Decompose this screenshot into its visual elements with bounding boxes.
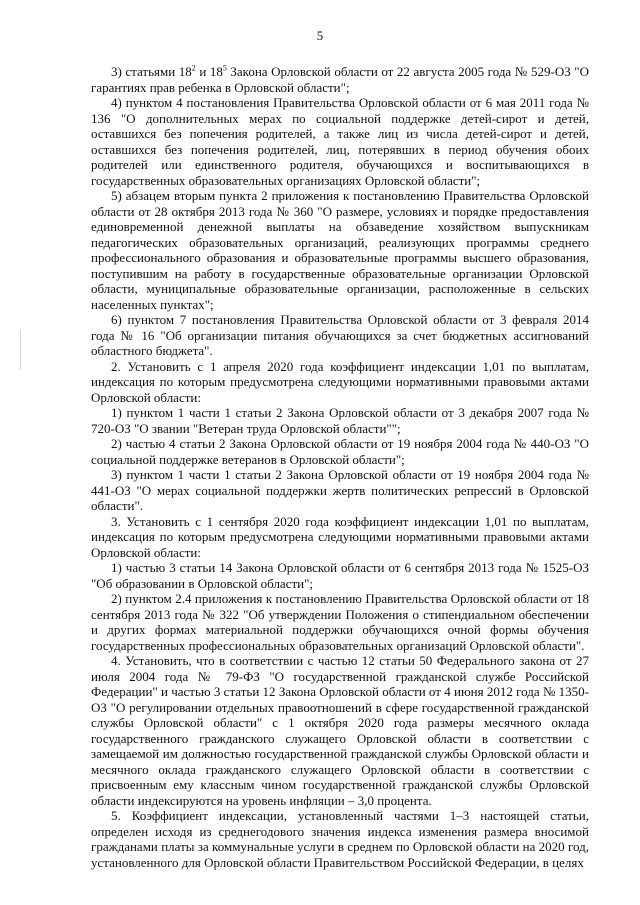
paragraph-1-text-a: 3) статьями 18: [111, 64, 192, 79]
paragraph-1-text-c: Закона Орловской области от 22 августа 2005 года № 529-ОЗ "О гарантиях прав ребенка в Орловской области";: [91, 64, 589, 95]
paragraph-7: 2) частью 4 статьи 2 Закона Орловской области от 19 ноября 2004 года № 440-ОЗ "О социальной поддержке ветеранов в Орловской области";: [91, 436, 589, 467]
paragraph-8: 3) пунктом 1 части 1 статьи 2 Закона Орловской области от 19 ноября 2004 года № 441-ОЗ "О мерах социальной поддержки жертв политических репрессий в Орловской области".: [91, 467, 589, 513]
paragraph-10: 1) частью 3 статьи 14 Закона Орловской области от 6 сентября 2013 года № 1525-ОЗ "Об образовании в Орловской области";: [91, 560, 589, 591]
paragraph-1: [91, 64, 589, 95]
paragraph-6: 1) пунктом 1 части 1 статьи 2 Закона Орловской области от 3 декабря 2007 года № 720-ОЗ "О звании "Ветеран труда Орловской области"";: [91, 405, 589, 436]
paragraph-11: 2) пунктом 2.4 приложения к постановлению Правительства Орловской области от 18 сентября 2013 года № 322 "Об утверждении Положения о стипендиальном обеспечении и других формах материальной поддержки обучающихся очной формы обучения государственных профессиональных образовательных организаций Орловской области".: [91, 591, 589, 653]
superscript-5: 5: [222, 63, 227, 73]
paragraph-12: 4. Установить, что в соответствии с частью 12 статьи 50 Федерального закона от 27 июля 2004 года № 79-ФЗ "О государственной гражданской службе Российской Федерации" и частью 3 статьи 12 Закона Орловской области от 4 июня 2012 года № 1350-ОЗ "О регулировании отдельных правоотношений в сфере государственной гражданской службы Орловской области" с 1 октября 2020 года размеры месячного оклада государственного гражданского служащего Орловской области в соответствии с замещаемой им должностью государственной гражданской службы Орловской области и месячного оклада гражданского служащего Орловской области в соответствии с присвоенным ему классным чином государственной гражданской службы Орловской области индексируются на уровень инфляции – 3,0 процента.: [91, 653, 589, 808]
paragraph-3: 5) абзацем вторым пункта 2 приложения к постановлению Правительства Орловской области от 28 октября 2013 года № 360 "О размере, условиях и порядке предоставления единовременной денежной выплаты на обзаведение хозяйством выпускникам педагогических образовательных организаций, реализующих программы среднего профессионального образования и образовательные программы высшего образования, поступившим на работу в государственные образовательные организации Орловской области, муниципальные образовательные организации, расположенные в сельских населенных пунктах";: [91, 188, 589, 312]
paragraph-13: 5. Коэффициент индексации, установленный частями 1–3 настоящей статьи, определен исходя из среднегодового значения индекса изменения размера вносимой гражданами платы за коммунальные услуги в среднем по Орловской области на 2020 год, установленного для Орловской области Правительством Российской Федерации, в целях: [91, 808, 589, 870]
scan-margin-mark: [20, 330, 21, 370]
paragraph-4: 6) пунктом 7 постановления Правительства Орловской области от 3 февраля 2014 года № 16 "Об организации питания обучающихся за счет бюджетных ассигнований областного бюджета".: [91, 312, 589, 358]
superscript-2: 2: [191, 63, 196, 73]
document-body: [91, 64, 589, 870]
paragraph-9: 3. Установить с 1 сентября 2020 года коэффициент индексации 1,01 по выплатам, индексация по которым предусмотрена следующими нормативными правовыми актами Орловской области:: [91, 513, 589, 560]
paragraph-2: 4) пунктом 4 постановления Правительства Орловской области от 6 мая 2011 года № 136 "О дополнительных мерах по социальной поддержке детей-сирот и детей, оставшихся без попечения родителей, а также лиц из числа детей-сирот и детей, оставшихся без попечения родителей, лиц, потерявших в период обучения обоих родителей или единственного родителя, обучающихся и воспитывающихся в государственных образовательных организациях Орловской области";: [91, 95, 589, 188]
paragraph-1-text-b: и 18: [195, 64, 223, 79]
paragraph-5: 2. Установить с 1 апреля 2020 года коэффициент индексации 1,01 по выплатам, индексация по которым предусмотрена следующими нормативными правовыми актами Орловской области:: [91, 358, 589, 405]
page-number: 5: [316, 28, 324, 43]
